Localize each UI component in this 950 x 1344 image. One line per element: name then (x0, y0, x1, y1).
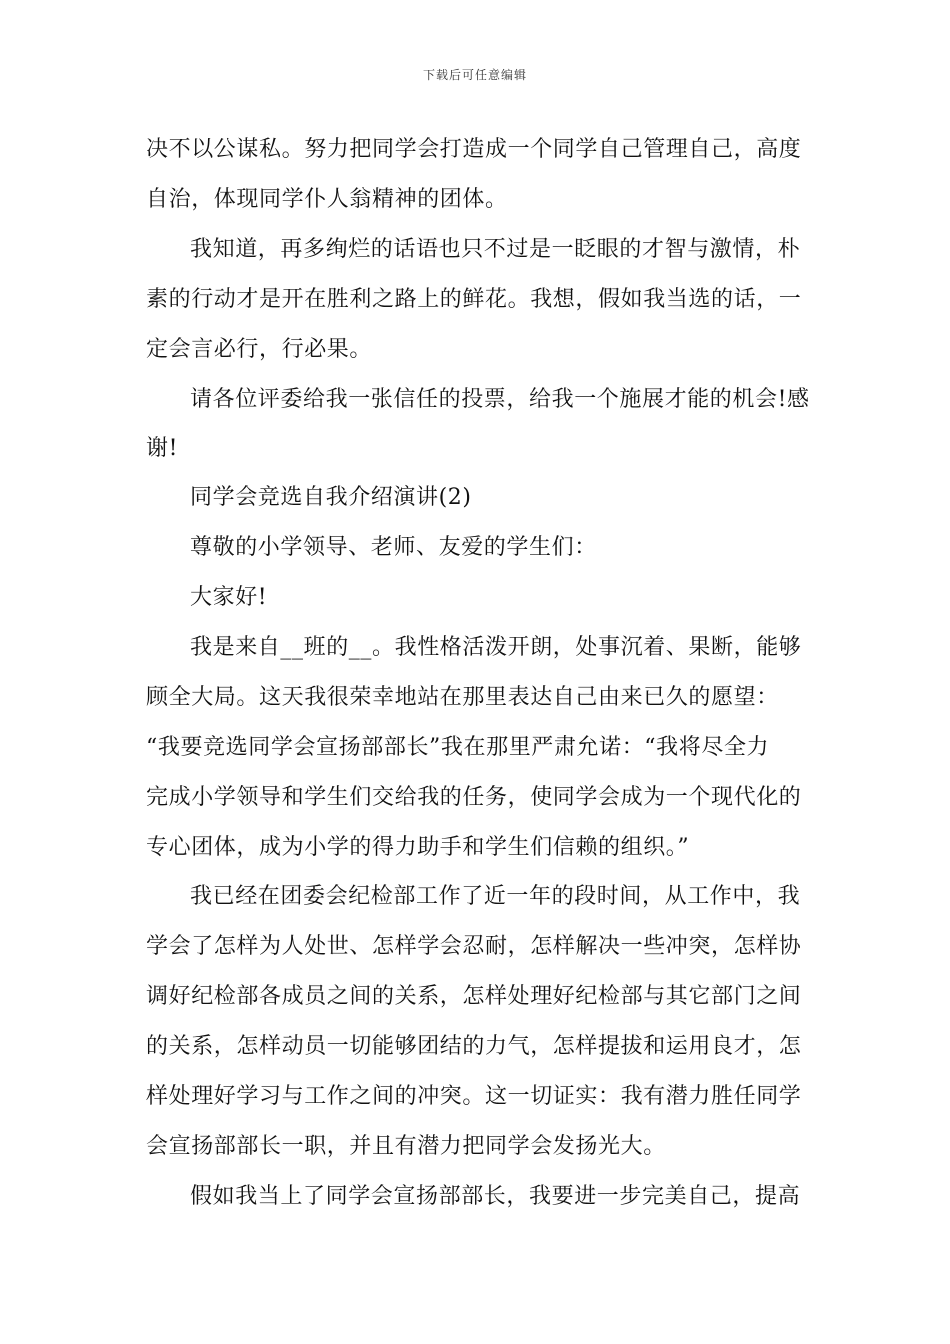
text-line: 定会言必行，行必果。 (146, 337, 373, 362)
text-line: 决不以公谋私。努力把同学会打造成一个同学自己管理自己，高度 (146, 137, 802, 162)
text-line: 的关系，怎样动员一切能够团结的力气，怎样提拔和运用良才，怎 (146, 1034, 802, 1059)
paragraph-first-line: 我知道，再多绚烂的话语也只不过是一眨眼的才智与激情，朴 (190, 237, 801, 262)
greeting: 大家好! (190, 585, 268, 610)
paragraph-first-line: 请各位评委给我一张信任的投票，给我一个施展才能的机会!感 (190, 387, 810, 412)
section-title: 同学会竞选自我介绍演讲(2) (190, 485, 472, 510)
text-line: 会宣扬部部长一职，并且有潜力把同学会发扬光大。 (146, 1134, 666, 1159)
text-line: 专心团体，成为小学的得力助手和学生们信赖的组织。” (146, 835, 690, 860)
text-line: “我要竞选同学会宣扬部部长”我在那里严肃允诺：“我将尽全力 (146, 735, 770, 760)
paragraph-first-line: 我是来自__班的__。我性格活泼开朗，处事沉着、果断，能够 (190, 635, 802, 660)
paragraph-first-line: 假如我当上了同学会宣扬部部长，我要进一步完美自己，提高 (190, 1184, 801, 1209)
page-header: 下载后可任意编辑 (422, 68, 527, 82)
salutation: 尊敬的小学领导、老师、友爱的学生们： (190, 535, 597, 560)
text-line: 学会了怎样为人处世、怎样学会忍耐，怎样解决一些冲突，怎样协 (146, 934, 802, 959)
text-line: 样处理好学习与工作之间的冲突。这一切证实：我有潜力胜任同学 (146, 1084, 802, 1109)
text-line: 素的行动才是开在胜利之路上的鲜花。我想，假如我当选的话，一 (146, 287, 802, 312)
text-line: 调好纪检部各成员之间的关系，怎样处理好纪检部与其它部门之间 (146, 984, 802, 1009)
text-line: 顾全大局。这天我很荣幸地站在那里表达自己由来已久的愿望： (146, 685, 779, 710)
paragraph-first-line: 我已经在团委会纪检部工作了近一年的段时间，从工作中，我 (190, 884, 801, 909)
text-line: 完成小学领导和学生们交给我的任务，使同学会成为一个现代化的 (146, 785, 802, 810)
text-line: 谢! (146, 436, 179, 461)
text-line: 自治，体现同学仆人翁精神的团体。 (146, 187, 508, 212)
